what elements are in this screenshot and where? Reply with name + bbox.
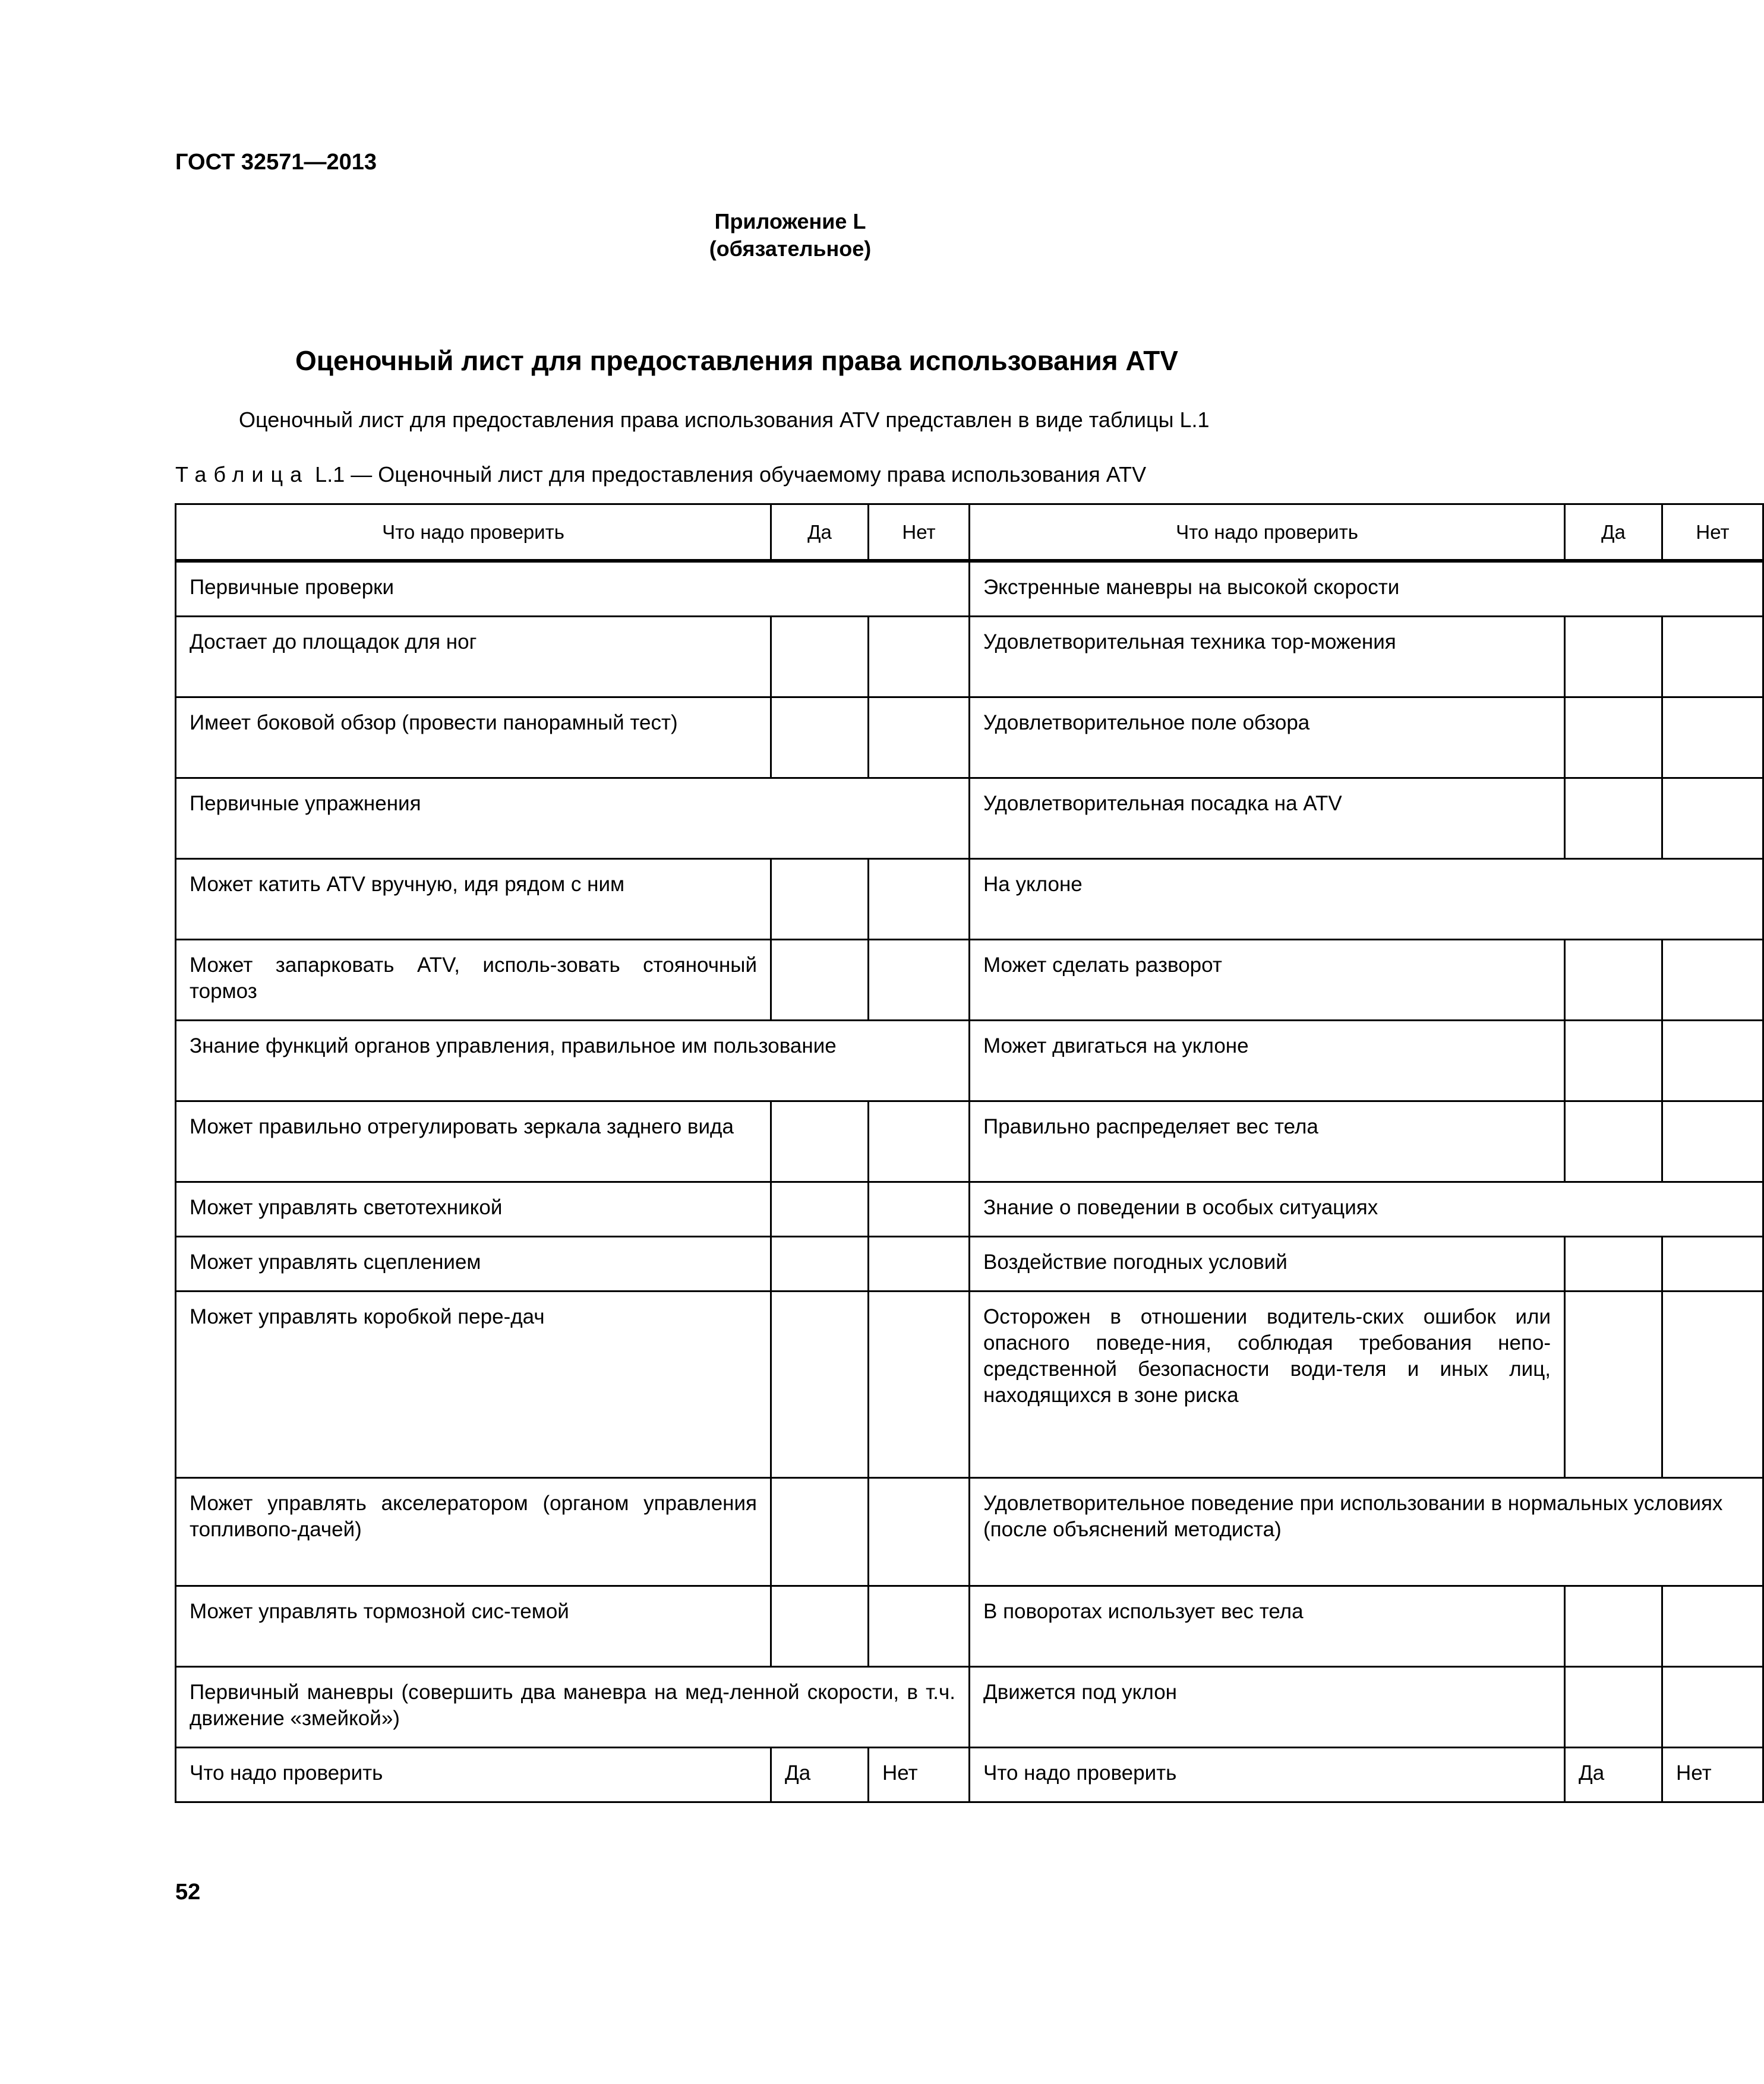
yes-checkbox-cell[interactable] (771, 1101, 869, 1182)
no-checkbox-cell[interactable] (1662, 1101, 1763, 1182)
yes-checkbox-cell[interactable] (1565, 1667, 1662, 1748)
table-row (176, 778, 1763, 859)
table-caption (175, 462, 1146, 487)
yes-checkbox-cell[interactable] (771, 859, 869, 940)
check-item-cell: Имеет боковой обзор (провести панорамный тест) (176, 697, 771, 778)
no-checkbox-cell[interactable] (869, 859, 970, 940)
no-checkbox-cell[interactable] (869, 1478, 970, 1586)
yes-checkbox-cell[interactable] (771, 1586, 869, 1667)
yes-checkbox-cell[interactable] (1565, 778, 1662, 859)
page-number: 52 (175, 1880, 201, 1905)
section-cell: Первичный маневры (совершить два маневра на мед-ленной скорости, в т.ч. движение «змейкой») (176, 1667, 970, 1748)
yes-checkbox-cell[interactable] (1565, 1237, 1662, 1292)
yes-checkbox-cell[interactable] (771, 1182, 869, 1237)
check-item-cell: Может двигаться на уклоне (970, 1021, 1565, 1101)
no-checkbox-cell[interactable] (1662, 1586, 1763, 1667)
intro-paragraph: Оценочный лист для предоставления права использования ATV представлен в виде таблицы L.1 (239, 408, 1210, 432)
check-item-cell: Может управлять акселератором (органом управления топливопо-дачей) (176, 1478, 771, 1586)
table-row (176, 940, 1763, 1021)
check-item-cell: Достает до площадок для ног (176, 617, 771, 697)
annex-status: (обязательное) (709, 236, 872, 261)
yes-checkbox-cell[interactable] (1565, 617, 1662, 697)
yes-checkbox-cell[interactable] (1565, 697, 1662, 778)
no-checkbox-cell[interactable] (869, 1237, 970, 1292)
table-caption-text: L.1 — Оценочный лист для предоставления обучаемому права использования ATV (315, 462, 1147, 487)
yes-checkbox-cell[interactable] (771, 697, 869, 778)
yes-checkbox-cell[interactable] (1565, 940, 1662, 1021)
no-checkbox-cell[interactable] (869, 1586, 970, 1667)
table-row (176, 1101, 1763, 1182)
table-footer-row (176, 1748, 1763, 1802)
table-row (176, 697, 1763, 778)
table-header-row (176, 504, 1763, 560)
no-checkbox-cell[interactable] (869, 1292, 970, 1478)
annex-name: Приложение L (714, 209, 866, 233)
no-checkbox-cell[interactable] (869, 940, 970, 1021)
check-item-cell: Движется под уклон (970, 1667, 1565, 1748)
table-row (176, 1478, 1763, 1586)
check-item-cell: Может запарковать ATV, исполь-зовать стояночный тормоз (176, 940, 771, 1021)
section-cell: Экстренные маневры на высокой скорости (970, 562, 1763, 617)
assessment-table (175, 503, 1764, 1803)
header-no-left: Нет (869, 504, 970, 560)
check-item-cell: Воздействие погодных условий (970, 1237, 1565, 1292)
no-checkbox-cell[interactable] (1662, 1021, 1763, 1101)
yes-checkbox-cell[interactable] (1565, 1292, 1662, 1478)
section-cell: Знание о поведении в особых ситуациях (970, 1182, 1763, 1237)
no-checkbox-cell[interactable] (869, 1101, 970, 1182)
footer-check-right: Что надо проверить (970, 1748, 1565, 1802)
table-row (176, 1182, 1763, 1237)
section-cell: Первичные проверки (176, 562, 970, 617)
table-row (176, 1021, 1763, 1101)
yes-checkbox-cell[interactable] (771, 940, 869, 1021)
table-row (176, 859, 1763, 940)
no-checkbox-cell[interactable] (1662, 940, 1763, 1021)
check-item-cell: Может сделать разворот (970, 940, 1565, 1021)
header-yes-right: Да (1565, 504, 1662, 560)
no-checkbox-cell[interactable] (869, 697, 970, 778)
check-item-cell: Может правильно отрегулировать зеркала заднего вида (176, 1101, 771, 1182)
footer-yes-left: Да (771, 1748, 869, 1802)
no-checkbox-cell[interactable] (869, 1182, 970, 1237)
section-cell: Первичные упражнения (176, 778, 970, 859)
footer-no-left: Нет (869, 1748, 970, 1802)
check-item-cell: Правильно распределяет вес тела (970, 1101, 1565, 1182)
section-cell: Удовлетворительное поведение при использовании в нормальных условиях (после объяснений методиста) (970, 1478, 1763, 1586)
footer-yes-right: Да (1565, 1748, 1662, 1802)
check-item-cell: Может управлять светотехникой (176, 1182, 771, 1237)
yes-checkbox-cell[interactable] (1565, 1586, 1662, 1667)
header-check-right: Что надо проверить (970, 504, 1565, 560)
header-no-right: Нет (1662, 504, 1763, 560)
no-checkbox-cell[interactable] (1662, 1292, 1763, 1478)
check-item-cell: Удовлетворительное поле обзора (970, 697, 1565, 778)
table-row (176, 1237, 1763, 1292)
page-title: Оценочный лист для предоставления права использования ATV (295, 345, 1178, 376)
no-checkbox-cell[interactable] (1662, 1237, 1763, 1292)
check-item-cell: Может управлять сцеплением (176, 1237, 771, 1292)
section-cell: На уклоне (970, 859, 1763, 940)
yes-checkbox-cell[interactable] (771, 1237, 869, 1292)
no-checkbox-cell[interactable] (1662, 1667, 1763, 1748)
yes-checkbox-cell[interactable] (771, 1292, 869, 1478)
no-checkbox-cell[interactable] (1662, 617, 1763, 697)
header-check-left: Что надо проверить (176, 504, 771, 560)
yes-checkbox-cell[interactable] (771, 617, 869, 697)
header-yes-left: Да (771, 504, 869, 560)
table-row (176, 562, 1763, 617)
no-checkbox-cell[interactable] (1662, 778, 1763, 859)
yes-checkbox-cell[interactable] (1565, 1021, 1662, 1101)
table-row (176, 1586, 1763, 1667)
yes-checkbox-cell[interactable] (771, 1478, 869, 1586)
table-row (176, 1292, 1763, 1478)
table-caption-label: Таблица (175, 462, 310, 487)
footer-no-right: Нет (1662, 1748, 1763, 1802)
check-item-cell: В поворотах использует вес тела (970, 1586, 1565, 1667)
section-cell: Знание функций органов управления, правильное им пользование (176, 1021, 970, 1101)
check-item-cell: Может управлять тормозной сис-темой (176, 1586, 771, 1667)
footer-check-left: Что надо проверить (176, 1748, 771, 1802)
annex-heading (618, 208, 963, 263)
no-checkbox-cell[interactable] (869, 617, 970, 697)
no-checkbox-cell[interactable] (1662, 697, 1763, 778)
check-item-cell: Может катить ATV вручную, идя рядом с ним (176, 859, 771, 940)
check-item-cell: Удовлетворительная посадка на ATV (970, 778, 1565, 859)
table-row (176, 1667, 1763, 1748)
standard-number: ГОСТ 32571—2013 (175, 150, 377, 175)
table-row (176, 617, 1763, 697)
check-item-cell: Может управлять коробкой пере-дач (176, 1292, 771, 1478)
yes-checkbox-cell[interactable] (1565, 1101, 1662, 1182)
check-item-cell: Осторожен в отношении водитель-ских ошибок или опасного поведе-ния, соблюдая требования непо-средственной безопасности води-теля и иных лиц, находящихся в зоне риска (970, 1292, 1565, 1478)
check-item-cell: Удовлетворительная техника тор-можения (970, 617, 1565, 697)
